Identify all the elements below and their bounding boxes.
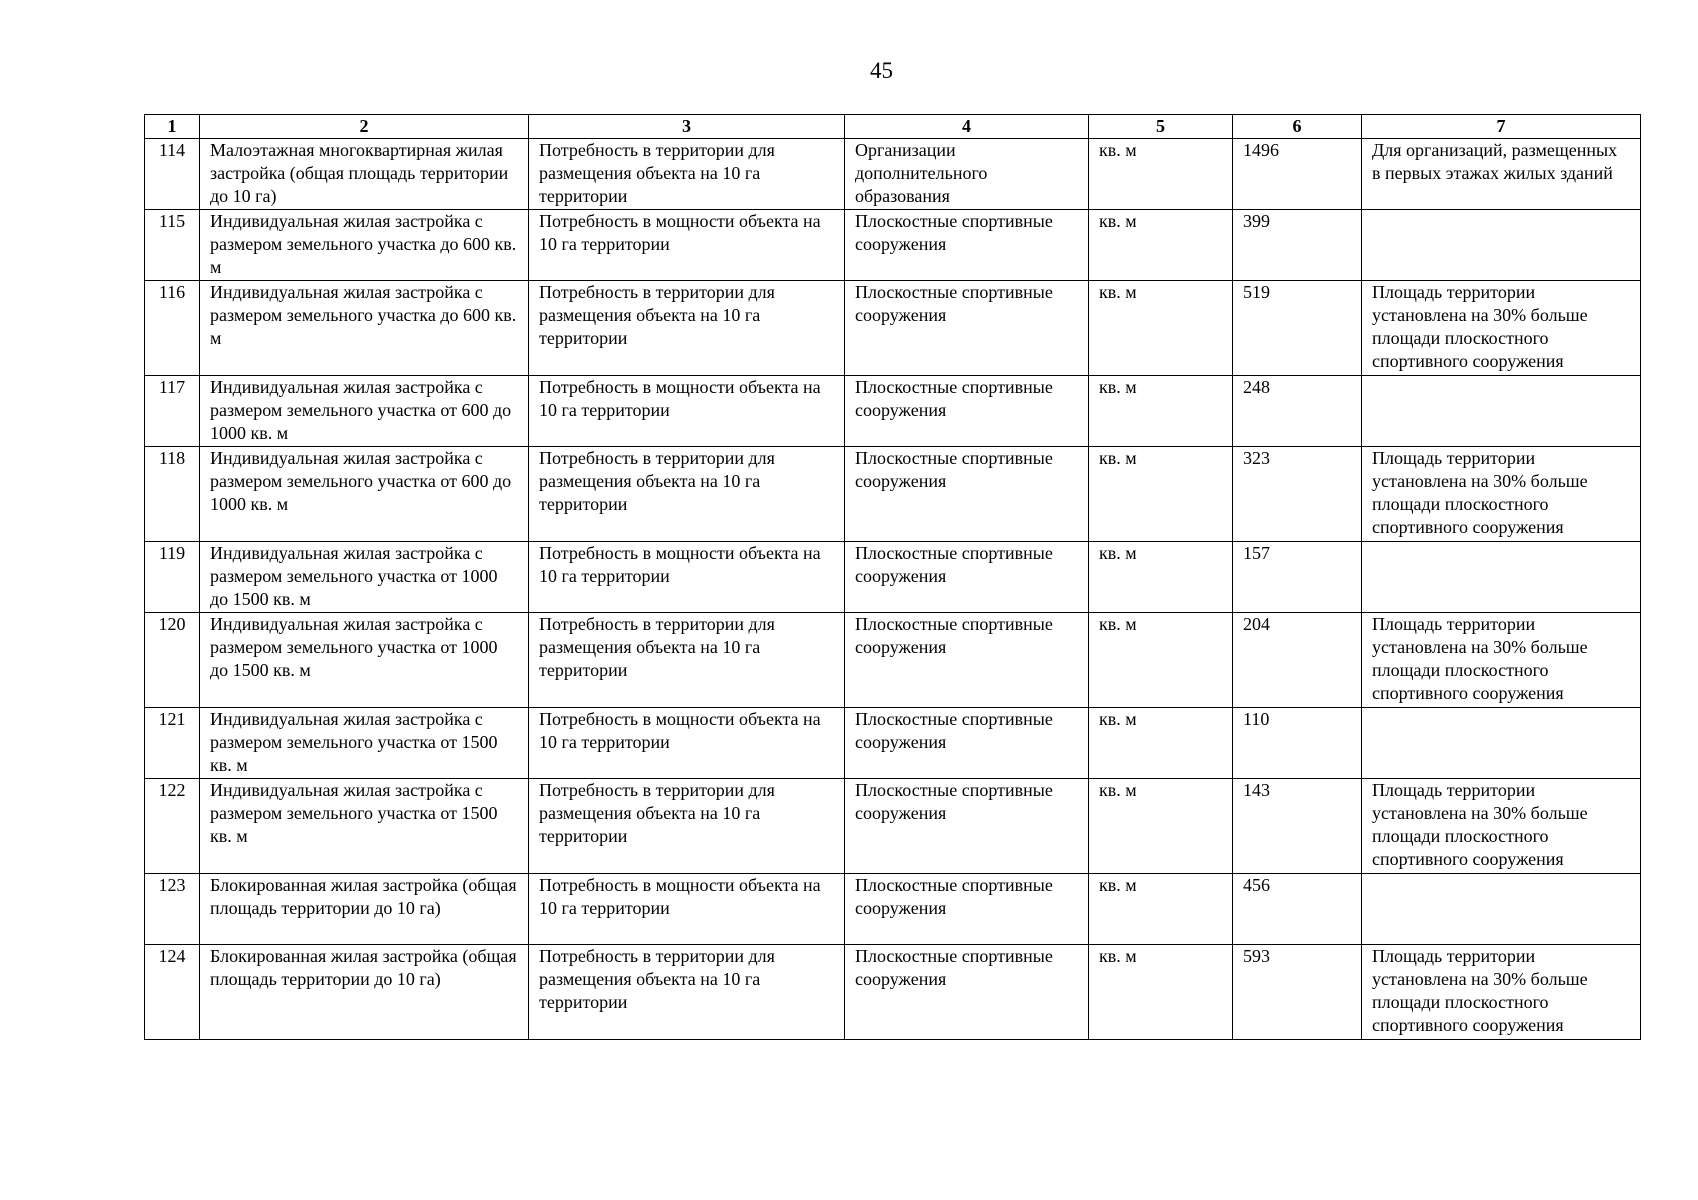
table-row (145, 376, 1641, 447)
facility-type: Плоскостные спортивные сооружения (845, 210, 1089, 281)
table-row (145, 779, 1641, 874)
row-number: 122 (145, 779, 200, 874)
development-type: Блокированная жилая застройка (общая площадь территории до 10 га) (200, 874, 529, 945)
note (1362, 210, 1641, 281)
note: Площадь территории установлена на 30% больше площади плоскостного спортивного сооружения (1362, 779, 1641, 874)
unit: кв. м (1089, 779, 1233, 874)
unit: кв. м (1089, 542, 1233, 613)
facility-type: Плоскостные спортивные сооружения (845, 874, 1089, 945)
unit: кв. м (1089, 210, 1233, 281)
column-header-4: 4 (845, 115, 1089, 139)
requirement-type: Потребность в мощности объекта на 10 га территории (529, 874, 845, 945)
requirement-type: Потребность в мощности объекта на 10 га территории (529, 376, 845, 447)
facility-type: Плоскостные спортивные сооружения (845, 447, 1089, 542)
requirement-type: Потребность в территории для размещения объекта на 10 га территории (529, 945, 845, 1040)
value: 519 (1233, 281, 1362, 376)
table-row (145, 139, 1641, 210)
note (1362, 874, 1641, 945)
header-row (145, 115, 1641, 139)
table-row (145, 210, 1641, 281)
value: 323 (1233, 447, 1362, 542)
unit: кв. м (1089, 281, 1233, 376)
development-type: Индивидуальная жилая застройка с размером земельного участка от 1000 до 1500 кв. м (200, 613, 529, 708)
unit: кв. м (1089, 945, 1233, 1040)
row-number: 118 (145, 447, 200, 542)
table-row (145, 281, 1641, 376)
facility-type: Плоскостные спортивные сооружения (845, 281, 1089, 376)
facility-type: Плоскостные спортивные сооружения (845, 945, 1089, 1040)
facility-type: Плоскостные спортивные сооружения (845, 708, 1089, 779)
development-type: Индивидуальная жилая застройка с размером земельного участка от 1500 кв. м (200, 708, 529, 779)
note (1362, 542, 1641, 613)
column-header-5: 5 (1089, 115, 1233, 139)
requirement-type: Потребность в территории для размещения объекта на 10 га территории (529, 613, 845, 708)
table-row (145, 447, 1641, 542)
row-number: 123 (145, 874, 200, 945)
note: Для организаций, размещенных в первых этажах жилых зданий (1362, 139, 1641, 210)
development-type: Малоэтажная многоквартирная жилая застройка (общая площадь территории до 10 га) (200, 139, 529, 210)
requirement-type: Потребность в территории для размещения объекта на 10 га территории (529, 139, 845, 210)
requirement-type: Потребность в мощности объекта на 10 га территории (529, 708, 845, 779)
development-type: Индивидуальная жилая застройка с размером земельного участка от 1000 до 1500 кв. м (200, 542, 529, 613)
row-number: 121 (145, 708, 200, 779)
facility-type: Плоскостные спортивные сооружения (845, 613, 1089, 708)
unit: кв. м (1089, 447, 1233, 542)
row-number: 116 (145, 281, 200, 376)
note: Площадь территории установлена на 30% больше площади плоскостного спортивного сооружения (1362, 613, 1641, 708)
unit: кв. м (1089, 139, 1233, 210)
row-number: 115 (145, 210, 200, 281)
development-type: Индивидуальная жилая застройка с размером земельного участка от 600 до 1000 кв. м (200, 447, 529, 542)
unit: кв. м (1089, 376, 1233, 447)
note: Площадь территории установлена на 30% больше площади плоскостного спортивного сооружения (1362, 447, 1641, 542)
development-type: Индивидуальная жилая застройка с размером земельного участка до 600 кв. м (200, 210, 529, 281)
table-row (145, 708, 1641, 779)
row-number: 117 (145, 376, 200, 447)
value: 593 (1233, 945, 1362, 1040)
note: Площадь территории установлена на 30% больше площади плоскостного спортивного сооружения (1362, 281, 1641, 376)
column-header-3: 3 (529, 115, 845, 139)
row-number: 124 (145, 945, 200, 1040)
note (1362, 376, 1641, 447)
value: 1496 (1233, 139, 1362, 210)
column-header-1: 1 (145, 115, 200, 139)
value: 157 (1233, 542, 1362, 613)
page-number: 45 (870, 58, 893, 83)
development-type: Индивидуальная жилая застройка с размером земельного участка от 600 до 1000 кв. м (200, 376, 529, 447)
development-type: Индивидуальная жилая застройка с размером земельного участка до 600 кв. м (200, 281, 529, 376)
table-row (145, 945, 1641, 1040)
value: 399 (1233, 210, 1362, 281)
row-number: 120 (145, 613, 200, 708)
development-type: Индивидуальная жилая застройка с размером земельного участка от 1500 кв. м (200, 779, 529, 874)
unit: кв. м (1089, 708, 1233, 779)
table-row (145, 542, 1641, 613)
value: 248 (1233, 376, 1362, 447)
facility-type: Плоскостные спортивные сооружения (845, 542, 1089, 613)
facility-type: Плоскостные спортивные сооружения (845, 779, 1089, 874)
requirement-type: Потребность в мощности объекта на 10 га территории (529, 542, 845, 613)
unit: кв. м (1089, 874, 1233, 945)
data-table (144, 114, 1641, 1040)
row-number: 119 (145, 542, 200, 613)
requirement-type: Потребность в мощности объекта на 10 га территории (529, 210, 845, 281)
column-header-2: 2 (200, 115, 529, 139)
requirement-type: Потребность в территории для размещения объекта на 10 га территории (529, 447, 845, 542)
value: 143 (1233, 779, 1362, 874)
table-row (145, 613, 1641, 708)
requirement-type: Потребность в территории для размещения объекта на 10 га территории (529, 779, 845, 874)
value: 204 (1233, 613, 1362, 708)
value: 456 (1233, 874, 1362, 945)
column-header-7: 7 (1362, 115, 1641, 139)
facility-type: Плоскостные спортивные сооружения (845, 376, 1089, 447)
requirement-type: Потребность в территории для размещения объекта на 10 га территории (529, 281, 845, 376)
column-header-6: 6 (1233, 115, 1362, 139)
facility-type: Организации дополнительного образования (845, 139, 1089, 210)
table-row (145, 874, 1641, 945)
row-number: 114 (145, 139, 200, 210)
note (1362, 708, 1641, 779)
note: Площадь территории установлена на 30% больше площади плоскостного спортивного сооружения (1362, 945, 1641, 1040)
value: 110 (1233, 708, 1362, 779)
unit: кв. м (1089, 613, 1233, 708)
development-type: Блокированная жилая застройка (общая площадь территории до 10 га) (200, 945, 529, 1040)
